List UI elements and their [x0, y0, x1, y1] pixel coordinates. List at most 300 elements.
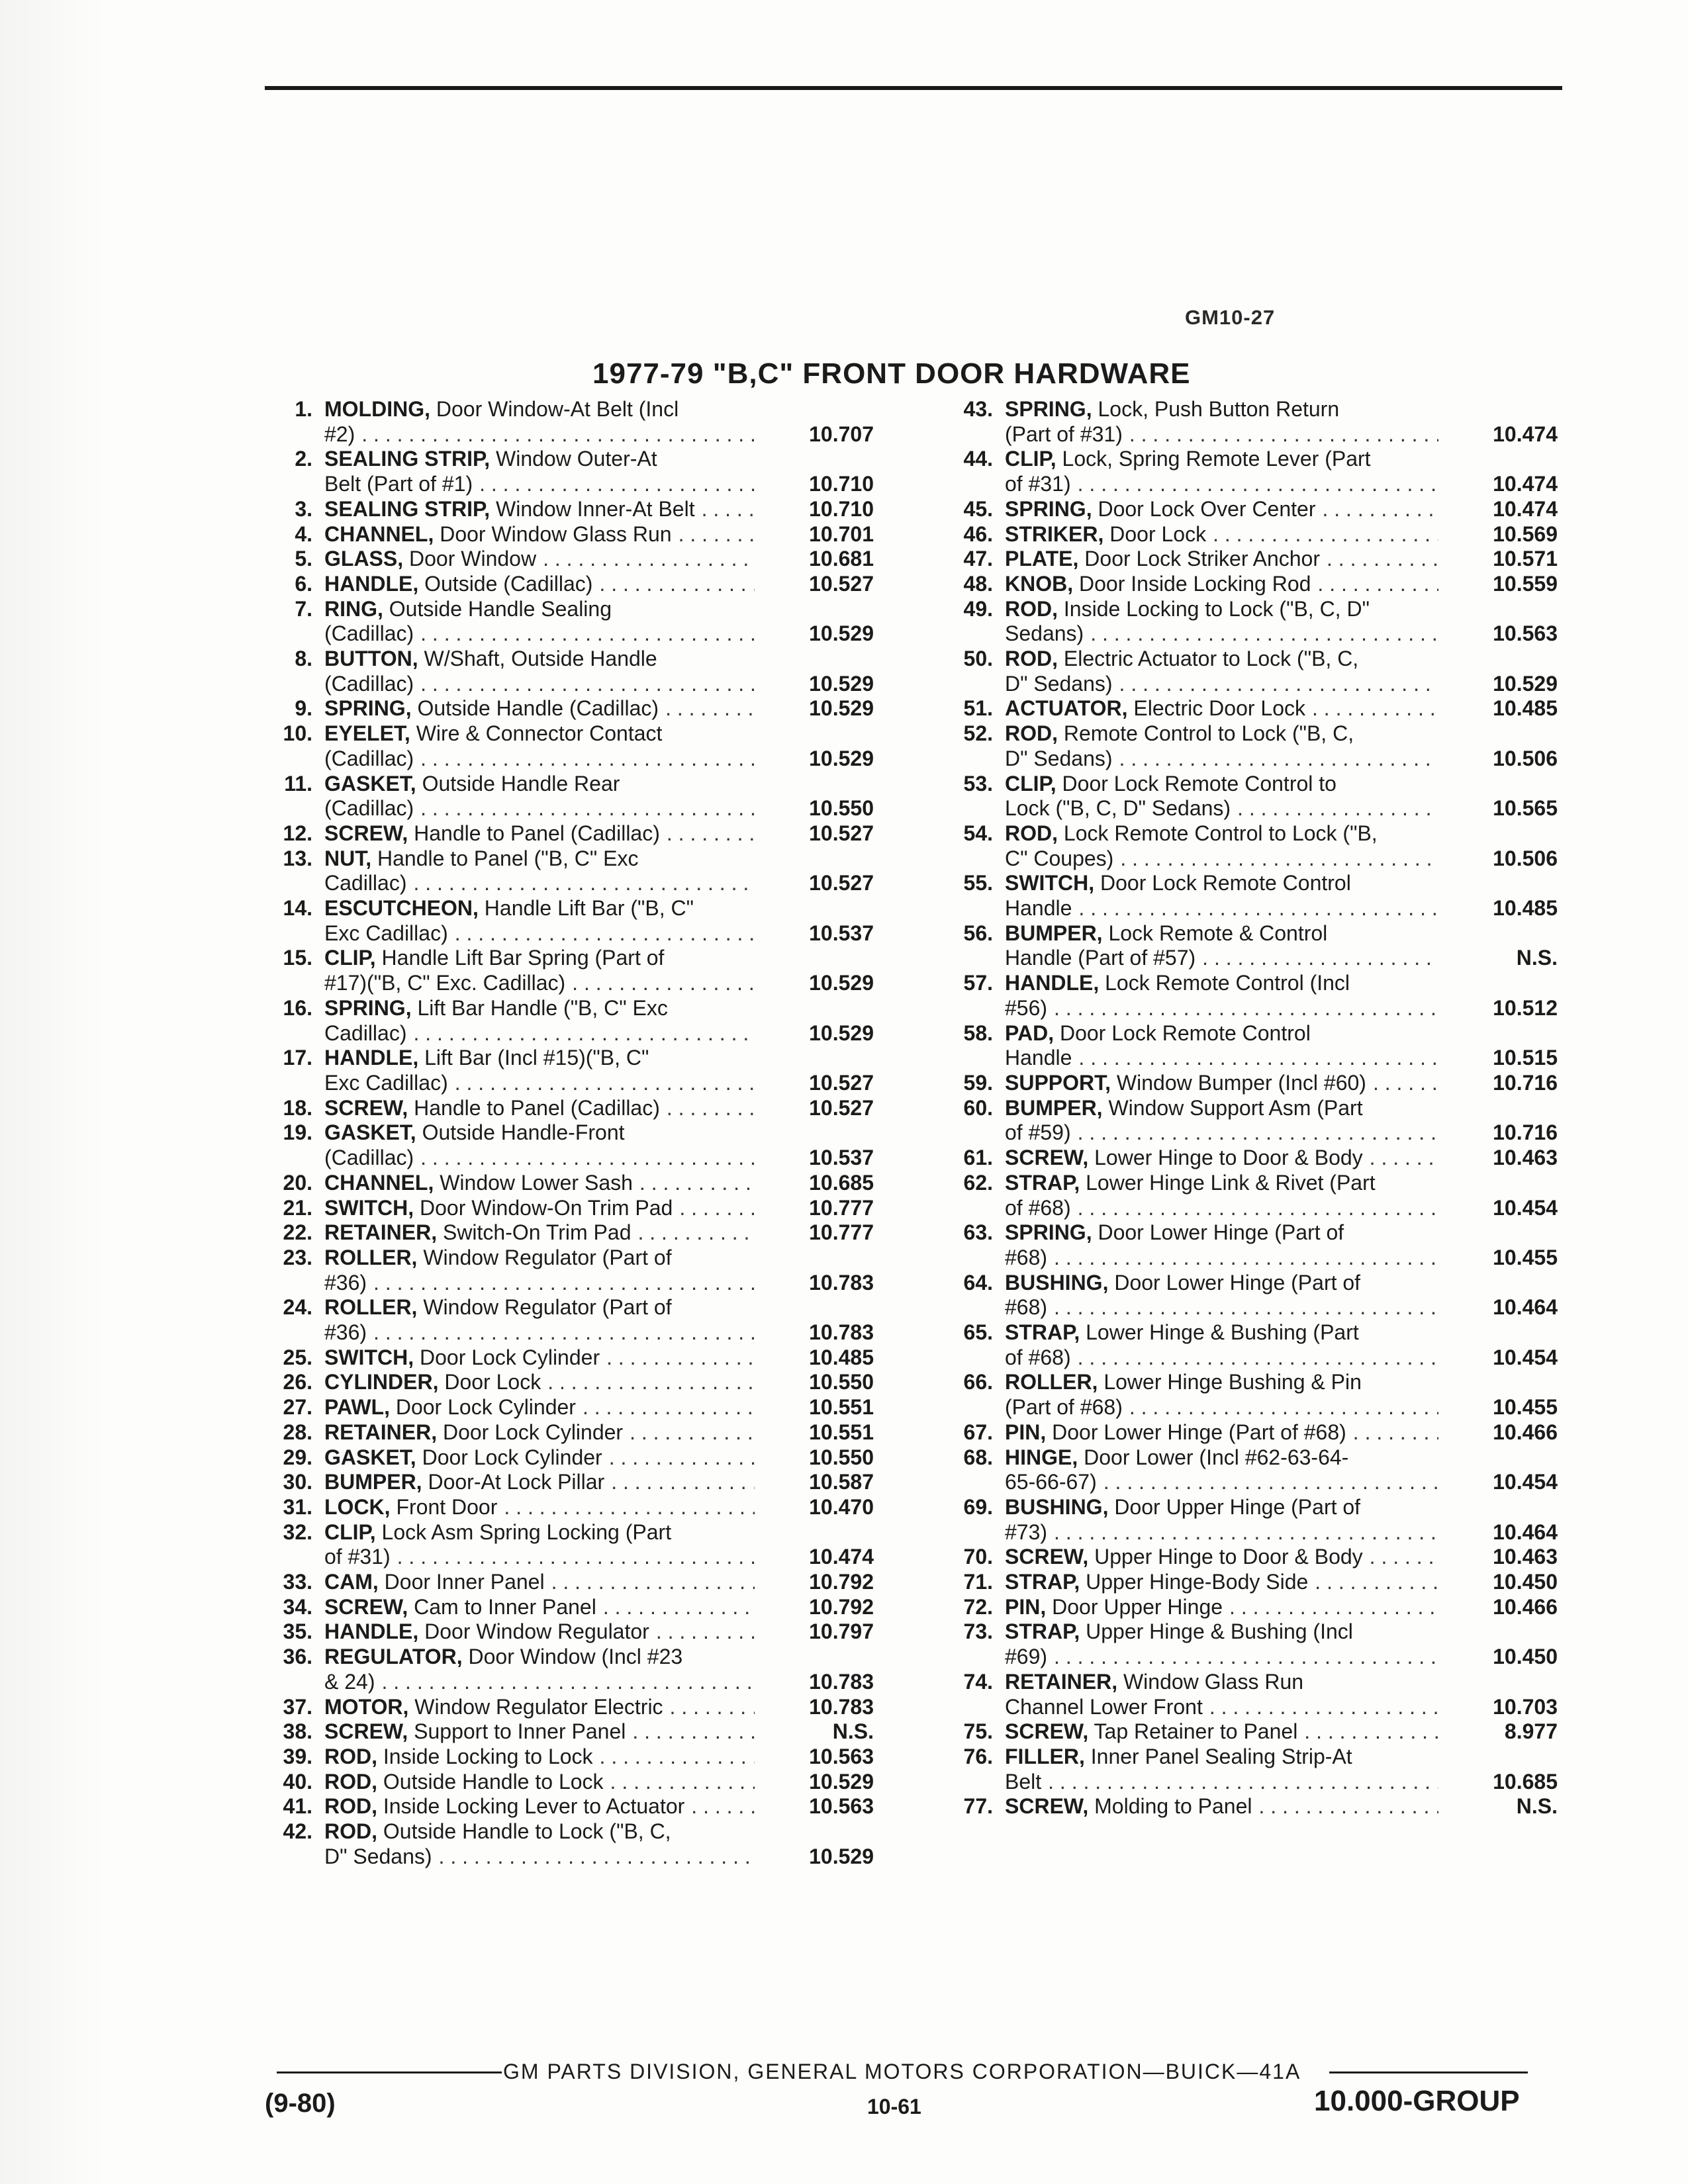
- part-reference: [755, 846, 874, 896]
- part-description: [324, 1046, 755, 1095]
- leader-dots: [1304, 1719, 1438, 1745]
- part-description-text: Door Inside Locking Rod: [1079, 571, 1311, 596]
- description-line: [1005, 971, 1438, 996]
- leader-dots: [609, 1445, 755, 1471]
- description-line: [1005, 1370, 1438, 1395]
- part-reference: [755, 1220, 874, 1246]
- leader-dots: [1078, 896, 1438, 921]
- description-line: [324, 1819, 755, 1844]
- part-reference: [1438, 547, 1558, 572]
- part-entry: [252, 1770, 874, 1795]
- part-description-text: Door Upper Hinge (Part of: [1114, 1494, 1361, 1519]
- part-entry: [252, 1395, 874, 1420]
- part-name: BUMPER,: [1005, 921, 1103, 945]
- part-entry: [932, 921, 1558, 971]
- description-line: [324, 1220, 755, 1246]
- part-reference-value: 10.529: [809, 696, 874, 721]
- top-rule: [265, 86, 1562, 90]
- description-line: [1005, 1645, 1438, 1670]
- part-reference: [755, 1520, 874, 1570]
- leader-dots: [1213, 522, 1438, 547]
- part-reference: [1438, 1271, 1558, 1320]
- part-number: 12.: [283, 821, 312, 845]
- part-reference: [1438, 1071, 1558, 1096]
- description-line: [324, 497, 755, 522]
- page-code: GM10-27: [1185, 306, 1276, 329]
- description-line: [324, 522, 755, 547]
- description-line: [324, 1320, 755, 1345]
- part-description-text: of #31): [324, 1545, 391, 1569]
- part-number: 37.: [283, 1694, 312, 1719]
- part-description-text: D" Sedans): [324, 1844, 432, 1868]
- part-number: 62.: [963, 1170, 993, 1195]
- part-name: GASKET,: [324, 1120, 416, 1145]
- part-description-text: Lift Bar Handle ("B, C" Exc: [417, 995, 668, 1020]
- part-reference-value: 10.450: [1493, 1645, 1558, 1669]
- parts-list-right-column: [932, 397, 1558, 1819]
- part-description-text: W/Shaft, Outside Handle: [424, 647, 657, 671]
- part-reference: [755, 1645, 874, 1694]
- leader-dots: [606, 1345, 755, 1371]
- part-description-text: Door Lock Remote Control to: [1062, 771, 1336, 796]
- description-line: [1005, 1520, 1438, 1545]
- part-reference: [755, 547, 874, 572]
- part-description: [1005, 1071, 1438, 1096]
- part-description-text: Outside (Cadillac): [424, 571, 593, 596]
- part-entry: [932, 447, 1558, 496]
- part-number: 14.: [283, 896, 312, 921]
- part-number: 29.: [283, 1445, 312, 1469]
- leader-dots: [600, 1745, 755, 1770]
- description-line: [1005, 1395, 1438, 1420]
- part-reference-value: 10.569: [1493, 522, 1558, 546]
- leader-dots: [583, 1395, 755, 1420]
- part-description: [324, 1495, 755, 1520]
- description-line: [1005, 1320, 1438, 1345]
- part-entry: [252, 497, 874, 522]
- part-reference-value: 10.681: [809, 547, 874, 571]
- part-entry: [252, 1370, 874, 1395]
- leader-dots: [1129, 1395, 1438, 1420]
- part-reference: [1438, 721, 1558, 771]
- description-line: [324, 1595, 755, 1620]
- leader-dots: [397, 1545, 755, 1570]
- part-reference-value: 10.463: [1493, 1146, 1558, 1170]
- leader-dots: [667, 821, 755, 846]
- part-name: PLATE,: [1005, 547, 1079, 571]
- part-name: GLASS,: [324, 547, 404, 571]
- description-line: [1005, 1670, 1438, 1695]
- part-name: HANDLE,: [324, 1619, 419, 1644]
- part-entry: [932, 1445, 1558, 1495]
- leader-dots: [702, 497, 755, 522]
- part-description: [324, 772, 755, 821]
- part-entry: [932, 1171, 1558, 1220]
- part-entry: [932, 1220, 1558, 1270]
- description-line: [1005, 1096, 1438, 1121]
- part-entry: [252, 547, 874, 572]
- part-description: [1005, 921, 1438, 971]
- part-description: [324, 1570, 755, 1595]
- part-number: 70.: [963, 1545, 993, 1569]
- part-entry: [932, 971, 1558, 1021]
- part-description: [1005, 1171, 1438, 1220]
- description-line: [324, 1271, 755, 1296]
- part-number: 28.: [283, 1420, 312, 1444]
- part-entry: [252, 1495, 874, 1520]
- part-name: ROD,: [324, 1769, 377, 1794]
- leader-dots: [1317, 572, 1438, 597]
- leader-dots: [361, 422, 755, 447]
- part-reference: [1438, 572, 1558, 597]
- leader-dots: [547, 1370, 755, 1395]
- leader-dots: [1315, 1570, 1438, 1595]
- part-number: 66.: [963, 1370, 993, 1394]
- part-entry: [932, 1570, 1558, 1595]
- footer-corporation: GM PARTS DIVISION, GENERAL MOTORS CORPORATION—BUICK—41A: [503, 2060, 1301, 2083]
- description-line: [324, 1545, 755, 1570]
- part-description: [324, 721, 755, 771]
- part-description-text: Upper Hinge to Door & Body: [1094, 1545, 1363, 1569]
- part-description: [1005, 871, 1438, 921]
- part-name: ROLLER,: [324, 1295, 418, 1320]
- part-description-text: D" Sedans): [1005, 746, 1113, 770]
- part-entry: [932, 1370, 1558, 1420]
- description-line: [324, 547, 755, 572]
- description-line: [324, 1670, 755, 1695]
- part-reference-value: 10.485: [1493, 896, 1558, 921]
- part-reference: [1438, 1370, 1558, 1420]
- description-line: [1005, 1120, 1438, 1146]
- leader-dots: [1259, 1794, 1439, 1819]
- part-number: 6.: [295, 571, 312, 596]
- part-number: 73.: [963, 1619, 993, 1644]
- description-line: [324, 447, 755, 472]
- description-line: [324, 1071, 755, 1096]
- part-name: SPRING,: [1005, 397, 1092, 421]
- part-description-text: Belt: [1005, 1769, 1042, 1794]
- leader-dots: [1054, 1645, 1438, 1670]
- description-line: [1005, 1445, 1438, 1471]
- leader-dots: [1237, 796, 1438, 821]
- part-number: 52.: [963, 721, 993, 746]
- part-number: 68.: [963, 1445, 993, 1469]
- part-description: [324, 946, 755, 995]
- part-reference-value: 10.506: [1493, 746, 1558, 770]
- part-description-text: Cam to Inner Panel: [414, 1594, 596, 1619]
- part-entry: [252, 1695, 874, 1720]
- part-reference-value: 10.550: [809, 796, 874, 821]
- part-name: RETAINER,: [1005, 1669, 1118, 1694]
- part-reference-value: 10.485: [809, 1345, 874, 1369]
- leader-dots: [420, 621, 755, 647]
- leader-dots: [1327, 547, 1438, 572]
- description-line: [1005, 1495, 1438, 1520]
- part-reference-value: 10.563: [809, 1744, 874, 1768]
- part-description: [324, 497, 755, 522]
- part-number: 16.: [283, 995, 312, 1020]
- description-line: [324, 1395, 755, 1420]
- part-name: SUPPORT,: [1005, 1070, 1111, 1095]
- part-reference-value: 10.527: [809, 871, 874, 895]
- description-line: [324, 572, 755, 597]
- part-entry: [252, 572, 874, 597]
- description-line: [324, 821, 755, 846]
- part-description-text: Front Door: [396, 1494, 498, 1519]
- description-line: [1005, 696, 1438, 721]
- part-description-text: Door Lock Cylinder: [422, 1445, 602, 1469]
- parts-list-left-column: [252, 397, 874, 1869]
- part-number: 57.: [963, 971, 993, 995]
- part-number: 17.: [283, 1046, 312, 1070]
- part-reference-value: N.S.: [1516, 946, 1558, 970]
- part-entry: [252, 696, 874, 721]
- description-line: [1005, 1619, 1438, 1645]
- part-description-text: Outside Handle (Cadillac): [417, 696, 659, 721]
- leader-dots: [656, 1619, 755, 1645]
- part-number: 56.: [963, 921, 993, 945]
- description-line: [324, 1021, 755, 1046]
- description-line: [324, 772, 755, 797]
- part-reference: [755, 1745, 874, 1770]
- footer-group: 10.000-GROUP: [1314, 2085, 1520, 2117]
- part-description: [324, 846, 755, 896]
- part-description: [324, 1171, 755, 1196]
- part-description: [1005, 647, 1438, 696]
- part-number: 77.: [963, 1794, 993, 1819]
- description-line: [1005, 547, 1438, 572]
- part-description-text: Door Lock Over Center: [1098, 496, 1316, 521]
- part-reference-value: 10.710: [809, 472, 874, 496]
- part-name: SCREW,: [1005, 1794, 1089, 1819]
- part-description: [324, 597, 755, 647]
- part-name: ROD,: [324, 1819, 377, 1844]
- part-description-text: Outside Handle-Front: [422, 1120, 625, 1145]
- part-description: [1005, 1595, 1438, 1620]
- part-reference-value: 10.527: [809, 821, 874, 845]
- part-reference: [755, 647, 874, 696]
- part-reference-value: 10.485: [1493, 696, 1558, 721]
- description-line: [324, 921, 755, 946]
- part-reference-value: 10.777: [809, 1220, 874, 1245]
- part-number: 47.: [963, 547, 993, 571]
- leader-dots: [1322, 497, 1438, 522]
- description-line: [324, 621, 755, 647]
- description-line: [1005, 1246, 1438, 1271]
- part-description-text: Window Bumper (Incl #60): [1116, 1070, 1366, 1095]
- part-description: [324, 1445, 755, 1471]
- part-description-text: Electric Actuator to Lock ("B, C,: [1063, 647, 1359, 671]
- part-description: [324, 1420, 755, 1445]
- part-entry: [252, 772, 874, 821]
- part-description-text: Door Lower (Incl #62-63-64-: [1084, 1445, 1349, 1469]
- part-name: PAD,: [1005, 1021, 1055, 1045]
- part-number: 22.: [283, 1220, 312, 1245]
- part-number: 49.: [963, 596, 993, 621]
- part-entry: [252, 1345, 874, 1371]
- part-description-text: Wire & Connector Contact: [416, 721, 663, 746]
- description-line: [1005, 422, 1438, 447]
- part-reference: [755, 896, 874, 946]
- leader-dots: [1090, 621, 1438, 647]
- part-name: STRIKER,: [1005, 522, 1104, 546]
- description-line: [324, 397, 755, 422]
- part-entry: [252, 1819, 874, 1869]
- part-name: SEALING STRIP,: [324, 496, 491, 521]
- leader-dots: [1202, 946, 1438, 971]
- part-description: [324, 1246, 755, 1295]
- part-description: [324, 547, 755, 572]
- description-line: [324, 846, 755, 872]
- part-reference: [755, 1295, 874, 1345]
- part-description-text: Window Outer-At: [496, 447, 657, 471]
- part-description: [324, 1295, 755, 1345]
- part-reference-value: 10.559: [1493, 571, 1558, 596]
- part-description-text: (Part of #31): [1005, 422, 1123, 446]
- description-line: [1005, 1570, 1438, 1595]
- part-description-text: of #68): [1005, 1195, 1071, 1220]
- description-line: [324, 796, 755, 821]
- description-line: [324, 1046, 755, 1071]
- part-name: CLIP,: [1005, 771, 1056, 796]
- leader-dots: [667, 1096, 755, 1121]
- part-description: [324, 696, 755, 721]
- part-description-text: Lock Asm Spring Locking (Part: [381, 1520, 672, 1544]
- part-entry: [932, 772, 1558, 821]
- part-reference-value: 10.537: [809, 1146, 874, 1170]
- part-description: [1005, 547, 1438, 572]
- part-description-text: Upper Hinge & Bushing (Incl: [1086, 1619, 1353, 1644]
- part-description-text: Door Lower Hinge (Part of: [1114, 1270, 1361, 1295]
- part-description-text: Outside Handle to Lock ("B, C,: [383, 1819, 671, 1844]
- part-name: CYLINDER,: [324, 1370, 439, 1394]
- description-line: [1005, 1719, 1438, 1745]
- part-description-text: Door Upper Hinge: [1052, 1594, 1223, 1619]
- part-reference: [1438, 1670, 1558, 1719]
- description-line: [1005, 821, 1438, 846]
- part-entry: [932, 1619, 1558, 1669]
- part-entry: [252, 397, 874, 447]
- part-description-text: of #68): [1005, 1345, 1071, 1369]
- part-reference: [1438, 971, 1558, 1021]
- part-reference: [755, 1495, 874, 1520]
- part-number: 41.: [283, 1794, 312, 1819]
- part-name: CAM,: [324, 1570, 379, 1594]
- part-name: SCREW,: [1005, 1545, 1089, 1569]
- part-description: [1005, 772, 1438, 821]
- part-name: ESCUTCHEON,: [324, 896, 479, 921]
- part-number: 15.: [283, 946, 312, 970]
- part-description: [324, 1345, 755, 1371]
- part-entry: [932, 1271, 1558, 1320]
- description-line: [324, 871, 755, 896]
- part-description-text: Lift Bar (Incl #15)("B, C": [424, 1046, 649, 1070]
- part-description: [1005, 1320, 1438, 1370]
- part-name: STRAP,: [1005, 1320, 1080, 1345]
- part-name: FILLER,: [1005, 1744, 1085, 1768]
- part-description-text: Handle Lift Bar Spring (Part of: [381, 946, 665, 970]
- part-entry: [252, 896, 874, 946]
- part-reference-value: 10.587: [809, 1470, 874, 1494]
- part-name: ROLLER,: [1005, 1370, 1098, 1394]
- part-description-text: Inner Panel Sealing Strip-At: [1090, 1744, 1352, 1768]
- description-line: [1005, 1470, 1438, 1495]
- part-name: CHANNEL,: [324, 522, 434, 546]
- part-name: ROD,: [324, 1794, 377, 1819]
- part-number: 74.: [963, 1669, 993, 1694]
- part-number: 67.: [963, 1420, 993, 1444]
- leader-dots: [1054, 1246, 1438, 1271]
- part-name: SPRING,: [324, 995, 412, 1020]
- part-entry: [932, 1670, 1558, 1719]
- part-name: STRAP,: [1005, 1619, 1080, 1644]
- description-line: [324, 597, 755, 622]
- part-description: [324, 522, 755, 547]
- part-entry: [252, 1445, 874, 1471]
- part-reference-value: 10.474: [809, 1545, 874, 1569]
- leader-dots: [670, 1695, 755, 1720]
- part-reference: [755, 1246, 874, 1295]
- leader-dots: [1312, 696, 1438, 721]
- part-reference-value: 10.529: [809, 1769, 874, 1794]
- description-line: [1005, 672, 1438, 697]
- part-description-text: Inside Locking Lever to Actuator: [383, 1794, 685, 1819]
- part-reference: [1438, 497, 1558, 522]
- footer-rule-right: [1329, 2071, 1528, 2073]
- part-name: PIN,: [1005, 1594, 1047, 1619]
- leader-dots: [551, 1570, 755, 1595]
- leader-dots: [1078, 1046, 1438, 1071]
- part-name: BUTTON,: [324, 647, 418, 671]
- part-number: 26.: [283, 1370, 312, 1394]
- part-description-text: #36): [324, 1320, 367, 1345]
- part-description-text: Window Regulator (Part of: [423, 1245, 672, 1269]
- description-line: [1005, 472, 1438, 497]
- description-line: [324, 1470, 755, 1495]
- part-name: HANDLE,: [324, 571, 419, 596]
- leader-dots: [1120, 846, 1438, 872]
- part-reference: [1438, 1495, 1558, 1545]
- part-entry: [932, 1320, 1558, 1370]
- part-description-text: #68): [1005, 1245, 1048, 1269]
- part-entry: [932, 1719, 1558, 1745]
- part-reference-value: 10.783: [809, 1270, 874, 1295]
- part-description-text: Belt (Part of #1): [324, 472, 473, 496]
- description-line: [324, 1096, 755, 1121]
- part-reference: [1438, 1220, 1558, 1270]
- part-reference: [755, 397, 874, 447]
- part-reference-value: 10.783: [809, 1669, 874, 1694]
- part-reference-value: 10.527: [809, 571, 874, 596]
- description-line: [1005, 772, 1438, 797]
- part-description: [324, 1819, 755, 1869]
- part-description-text: Door Lower Hinge (Part of #68): [1052, 1420, 1346, 1444]
- part-reference: [1438, 1096, 1558, 1146]
- description-line: [324, 1520, 755, 1545]
- part-reference: [755, 1770, 874, 1795]
- description-line: [324, 1171, 755, 1196]
- part-reference: [755, 597, 874, 647]
- part-reference: [755, 1046, 874, 1095]
- part-number: 4.: [295, 522, 312, 546]
- part-name: SCREW,: [324, 821, 408, 845]
- part-reference-value: 10.529: [809, 671, 874, 696]
- part-name: RETAINER,: [324, 1220, 438, 1245]
- part-name: SWITCH,: [324, 1345, 414, 1369]
- part-description: [324, 572, 755, 597]
- part-reference-value: 10.450: [1493, 1570, 1558, 1594]
- part-number: 21.: [283, 1195, 312, 1220]
